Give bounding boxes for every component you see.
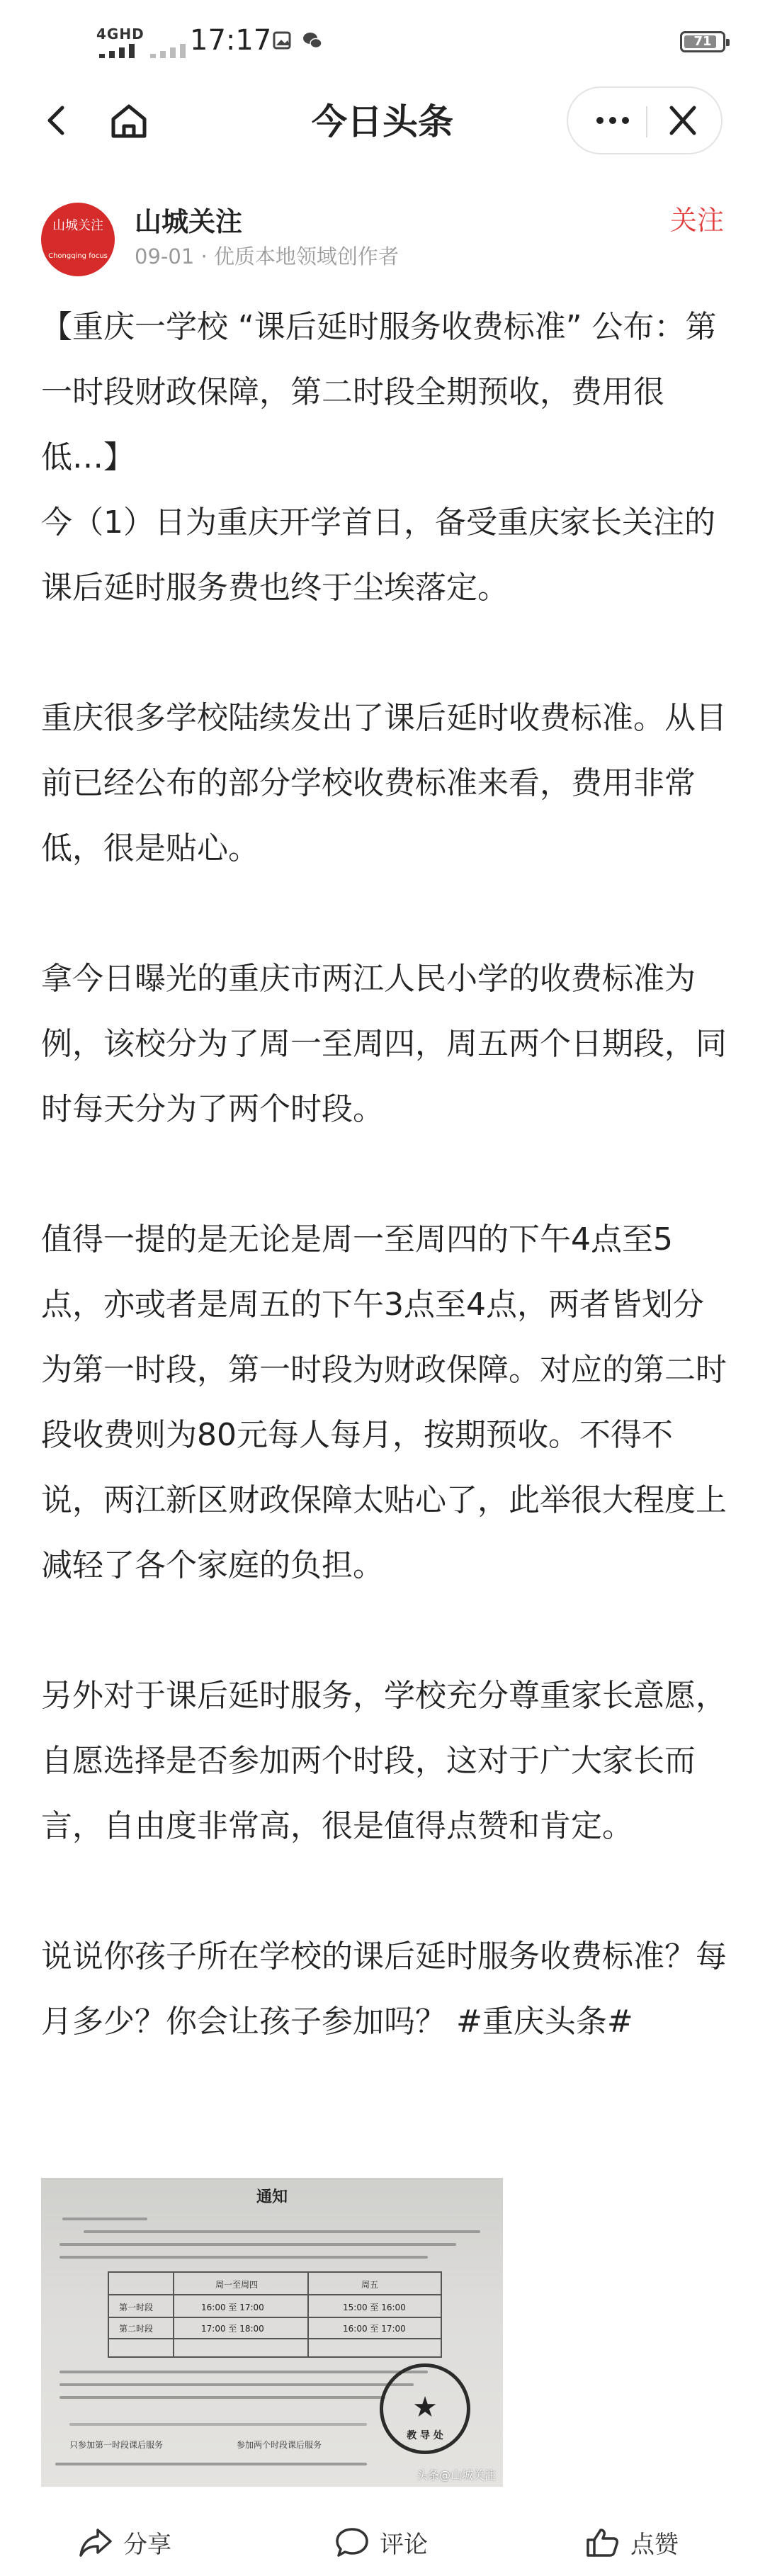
notice-title: 通知 [256, 2188, 288, 2206]
mini-program-capsule [567, 86, 722, 154]
article-paragraph: 重庆很多学校陆续发出了课后延时收费标准。从目前已经公布的部分学校收费标准来看，费用非常低，很是贴心。 [41, 700, 727, 866]
like-label: 点赞 [630, 2530, 679, 2559]
text-line [60, 2243, 456, 2246]
text-line [55, 2463, 367, 2465]
signal-icon [99, 43, 139, 58]
table-cell: 17:00 至 18:00 [201, 2324, 264, 2334]
table-cell: 16:00 至 17:00 [201, 2303, 264, 2312]
table-cell: 第二时段 [119, 2324, 154, 2334]
battery-level: 71 [693, 34, 712, 49]
table-cell: 第一时段 [119, 2303, 154, 2312]
capsule-divider [646, 106, 647, 137]
battery-icon [680, 31, 725, 52]
more-icon[interactable] [588, 102, 638, 139]
article-paragraph: 【重庆一学校 “课后延时服务收费标准” 公布：第一时段财政保障，第二时段全期预收，费用很低…】 今（1）日为重庆开学首日，备受重庆家长关注的课后延时服务费也终于尘埃落定。 [41, 309, 717, 606]
official-seal [380, 2363, 470, 2454]
like-button[interactable] [585, 2522, 679, 2562]
star-icon: ★ [412, 2391, 438, 2424]
comment-icon [334, 2526, 370, 2558]
notice-paper [41, 2178, 503, 2487]
text-line [60, 2256, 428, 2259]
article-paragraph: 值得一提的是无论是周一至周四的下午4点至5点，亦或者是周五的下午3点至4点，两者皆划分为第一时段，第一时段为财政保障。对应的第二时段收费则为80元每人每月，按期预收。不得不说，两江新区财政保障太贴心了，此举很大程度上减轻了各个家庭的负担。 [41, 1221, 727, 1583]
signal-2-icon [150, 43, 190, 58]
share-button[interactable] [78, 2522, 171, 2562]
share-label: 分享 [123, 2530, 171, 2559]
share-icon [78, 2526, 113, 2558]
comment-button[interactable] [334, 2522, 428, 2562]
follow-button[interactable]: 关注 [670, 205, 725, 236]
notice-table [108, 2271, 442, 2358]
table-header: 周一至周四 [215, 2280, 259, 2290]
article-paragraph: 拿今日曝光的重庆市两江人民小学的收费标准为例，该校分为了周一至周四，周五两个日期段，同时每天分为了两个时段。 [41, 961, 727, 1127]
top-nav [0, 78, 765, 163]
text-line [60, 2383, 414, 2386]
avatar-logo-subtext: Chongqing focus [48, 252, 108, 260]
network-type: 4GHD [96, 26, 144, 43]
text-line [69, 2423, 367, 2426]
text-line [62, 2218, 147, 2220]
table-header: 周五 [361, 2280, 379, 2290]
table-cell: 15:00 至 16:00 [343, 2303, 406, 2312]
thumbs-up-icon [585, 2526, 620, 2558]
notification-image-icon [272, 30, 293, 51]
article-paragraph: 说说你孩子所在学校的课后延时服务收费标准？每月多少？你会让孩子参加吗？ #重庆头条# [41, 1938, 727, 2040]
notice-option: 只参加第一时段课后服务 [69, 2440, 164, 2450]
author-name[interactable]: 山城关注 [135, 206, 243, 237]
close-icon[interactable] [663, 102, 703, 139]
avatar[interactable] [41, 203, 115, 276]
avatar-logo-text: 山城关注 [52, 218, 103, 233]
notice-photo[interactable] [41, 2178, 503, 2487]
wechat-icon [302, 30, 323, 51]
text-line [60, 2396, 385, 2399]
page-title: 今日头条 [312, 101, 453, 142]
text-line [84, 2230, 480, 2233]
image-watermark: 头条@山城关注 [416, 2468, 496, 2482]
bottom-action-bar [0, 2508, 765, 2576]
notice-option: 参加两个时段课后服务 [237, 2440, 322, 2450]
author-meta: 09-01 · 优质本地领域创作者 [135, 244, 399, 269]
comment-label: 评论 [380, 2530, 428, 2559]
status-bar [0, 0, 765, 78]
clock: 17:17 [190, 24, 272, 57]
text-line [60, 2371, 428, 2373]
table-cell: 16:00 至 17:00 [343, 2324, 406, 2334]
author-header [0, 191, 765, 283]
article-paragraph: 另外对于课后延时服务，学校充分尊重家长意愿，自愿选择是否参加两个时段，这对于广大家长而言，自由度非常高，很是值得点赞和肯定。 [41, 1678, 727, 1844]
seal-text: 教 导 处 [407, 2430, 443, 2441]
article-body [41, 295, 728, 2055]
